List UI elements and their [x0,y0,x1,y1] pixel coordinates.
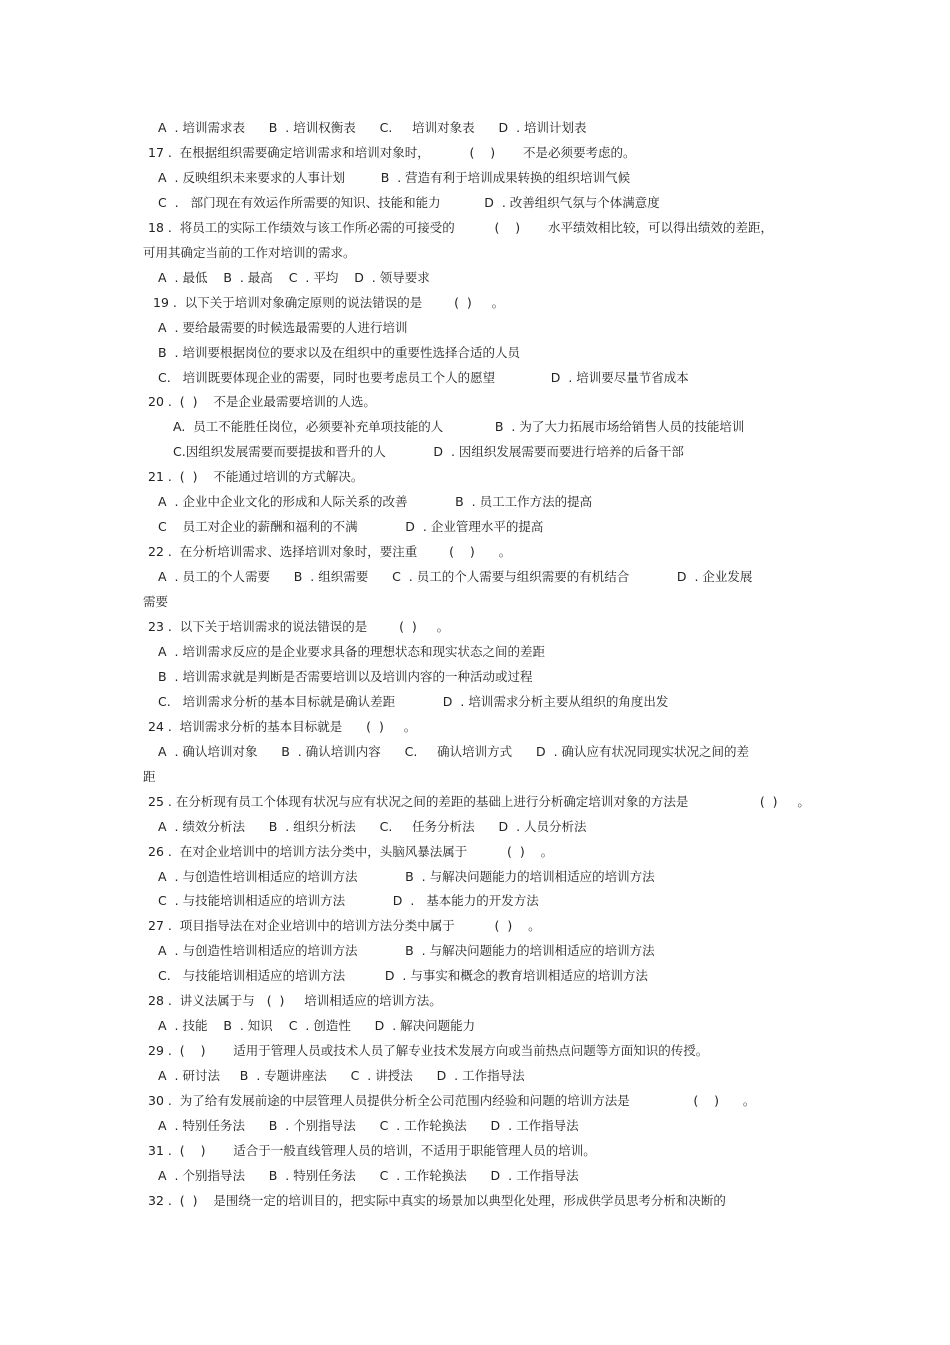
text-line: A . 与创造性培训相适应的培训方法 B . 与解决问题能力的培训相适应的培训方法 [158,943,655,958]
text-line: 距 [143,769,156,784]
text-line: 27 . 项目指导法在对企业培训中的培训方法分类中属于 ( ) 。 [148,918,541,933]
text-line: A . 个别指导法 B . 特别任务法 C . 工作轮换法 D . 工作指导法 [158,1168,579,1183]
text-line: A . 员工的个人需要 B . 组织需要 C . 员工的个人需要与组织需要的有机结合 D . 企业发展 [158,569,753,584]
text-line: A . 绩效分析法 B . 组织分析法 C. 任务分析法 D . 人员分析法 [158,819,587,834]
text-line: A . 研讨法 B . 专题讲座法 C . 讲授法 D . 工作指导法 [158,1068,525,1083]
text-line: C.因组织发展需要而要提拔和晋升的人 D . 因组织发展需要而要进行培养的后备干部 [173,444,684,459]
text-line: 20 . ( ) 不是企业最需要培训的人选。 [148,394,376,409]
text-line: 28 . 讲义法属于与 ( ) 培训相适应的培训方法。 [148,993,442,1008]
text-line: A . 确认培训对象 B . 确认培训内容 C. 确认培训方式 D . 确认应有状况同现实状况之间的差 [158,744,750,759]
text-line: A . 与创造性培训相适应的培训方法 B . 与解决问题能力的培训相适应的培训方法 [158,869,655,884]
text-line: A. 员工不能胜任岗位，必须要补充单项技能的人 B . 为了大力拓展市场给销售人员的技能培训 [173,419,745,434]
text-line: A . 培训需求表 B . 培训权衡表 C. 培训对象表 D . 培训计划表 [158,120,587,135]
text-line: 22 . 在分析培训需求、选择培训对象时，要注重 ( ) 。 [148,544,512,559]
text-line: 25 . 在分析现有员工个体现有状况与应有状况之间的差距的基础上进行分析确定培训对象的方法是 ( ) 。 [148,794,810,809]
text-line: 24 . 培训需求分析的基本目标就是 ( ) 。 [148,719,417,734]
text-line: 29 . ( ) 适用于管理人员或技术人员了解专业技术发展方向或当前热点问题等方面知识的传授。 [148,1043,709,1058]
text-line: C . 与技能培训相适应的培训方法 D . 基本能力的开发方法 [158,893,539,908]
text-line: 需要 [143,594,169,609]
text-line: 26 . 在对企业培训中的培训方法分类中，头脑风暴法属于 ( ) 。 [148,844,554,859]
text-line: 32 . ( ) 是围绕一定的培训目的，把实际中真实的场景加以典型化处理，形成供学员思考分析和决断的 [148,1193,726,1208]
text-line: A . 企业中企业文化的形成和人际关系的改善 B . 员工工作方法的提高 [158,494,593,509]
text-line: A . 要给最需要的时候选最需要的人进行培训 [158,320,408,335]
text-line: C . 部门现在有效运作所需要的知识、技能和能力 D . 改善组织气氛与个体满意度 [158,195,660,210]
text-line: 23 . 以下关于培训需求的说法错误的是 ( ) 。 [148,619,450,634]
text-line: A . 技能 B . 知识 C . 创造性 D . 解决问题能力 [158,1018,476,1033]
text-line: 可用其确定当前的工作对培训的需求。 [143,245,356,260]
text-line: C. 与技能培训相适应的培训方法 D . 与事实和概念的教育培训相适应的培训方法 [158,968,648,983]
text-line: A . 特别任务法 B . 个别指导法 C . 工作轮换法 D . 工作指导法 [158,1118,579,1133]
text-line: B . 培训要根据岗位的要求以及在组织中的重要性选择合适的人员 [158,345,520,360]
text-line: C. 培训需求分析的基本目标就是确认差距 D . 培训需求分析主要从组织的角度出发 [158,694,669,709]
text-line: 19 . 以下关于培训对象确定原则的说法错误的是 ( ) 。 [153,295,505,310]
text-line: 31 . ( ) 适合于一般直线管理人员的培训，不适用于职能管理人员的培训。 [148,1143,596,1158]
text-line: A . 培训需求反应的是企业要求具备的理想状态和现实状态之间的差距 [158,644,545,659]
text-line: A . 反映组织未来要求的人事计划 B . 营造有利于培训成果转换的组织培训气候 [158,170,631,185]
text-line: C 员工对企业的薪酬和福利的不满 D . 企业管理水平的提高 [158,519,544,534]
text-line: C. 培训既要体现企业的需要，同时也要考虑员工个人的愿望 D . 培训要尽量节省成本 [158,370,689,385]
text-line: 21 . ( ) 不能通过培训的方式解决。 [148,469,364,484]
text-line: 18 . 将员工的实际工作绩效与该工作所必需的可接受的 ( ) 水平绩效相比较，可以得出绩效的差距， [148,220,773,235]
text-line: 17 . 在根据组织需要确定培训需求和培训对象时， ( ) 不是必须要考虑的。 [148,145,636,160]
text-line: 30 . 为了给有发展前途的中层管理人员提供分析全公司范围内经验和问题的培训方法是 ( ) 。 [148,1093,756,1108]
text-line: B . 培训需求就是判断是否需要培训以及培训内容的一种活动或过程 [158,669,533,684]
text-line: A . 最低 B . 最高 C . 平均 D . 领导要求 [158,270,430,285]
